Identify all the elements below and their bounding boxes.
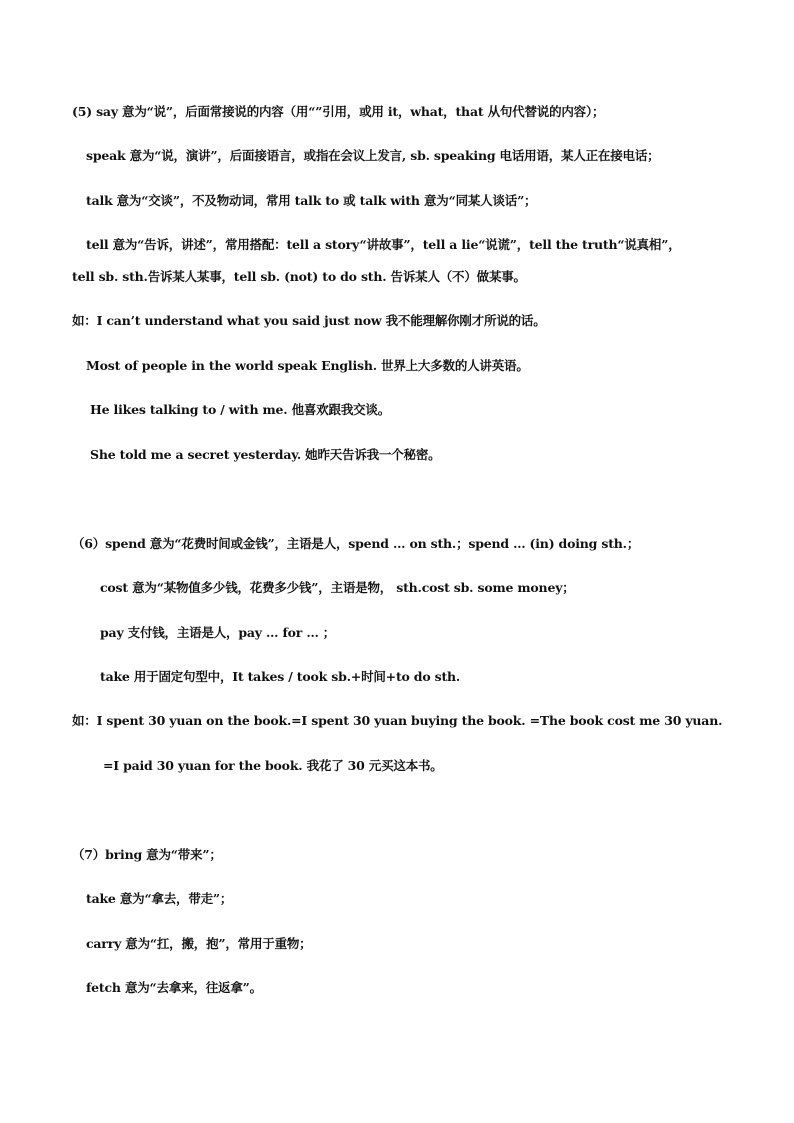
section5-say-line: (5) say 意为“说”，后面常接说的内容（用“”引用，或用 it，what，that 从句代替说的内容）； <box>72 104 605 119</box>
section5-talk-line: talk 意为“交谈”，不及物动词，常用 talk to 或 talk with 意为“同某人谈话”； <box>86 193 537 208</box>
section5-example-1: 如：I can’t understand what you said just now 我不能理解你刚才所说的话。 <box>72 313 546 328</box>
section6-example-1: 如：I spent 30 yuan on the book.=I spent 30 yuan buying the book. =The book cost me 30 yuan. <box>72 713 723 728</box>
section5-example-3: He likes talking to / with me. 他喜欢跟我交谈。 <box>90 402 391 417</box>
section5-speak-line: speak 意为“说，演讲”，后面接语言，或指在会议上发言, sb. speaking 电话用语，某人正在接电话； <box>86 148 660 163</box>
section7-bring-line: （7）bring 意为“带来”； <box>72 847 222 862</box>
section7-take-line: take 意为“拿去，带走”； <box>86 891 233 906</box>
section5-example-2: Most of people in the world speak English. 世界上大多数的人讲英语。 <box>86 358 529 373</box>
section6-pay-line: pay 支付钱，主语是人，pay … for … ； <box>100 625 336 640</box>
section5-tell-line-2: tell sb. sth.告诉某人某事，tell sb. (not) to do sth. 告诉某人（不）做某事。 <box>72 269 526 284</box>
section7-carry-line: carry 意为“扛，搬，抱”，常用于重物； <box>86 936 312 951</box>
section5-example-4: She told me a secret yesterday. 她昨天告诉我一个秘密。 <box>90 447 441 462</box>
section6-example-2: =I paid 30 yuan for the book. 我花了 30 元买这本书。 <box>103 758 443 773</box>
section6-cost-line: cost 意为“某物值多少钱，花费多少钱”，主语是物， sth.cost sb. some money； <box>100 580 575 595</box>
section5-tell-line-1: tell 意为“告诉，讲述”，常用搭配：tell a story“讲故事”，tell a lie“说谎”，tell the truth“说真相”， <box>86 237 681 252</box>
section6-take-line: take 用于固定句型中，It takes / took sb.+时间+to do sth. <box>100 669 461 684</box>
section6-spend-line: （6）spend 意为“花费时间或金钱”，主语是人，spend … on sth.；spend … (in) doing sth.； <box>72 536 640 551</box>
section7-fetch-line: fetch 意为“去拿来，往返拿”。 <box>86 980 262 995</box>
